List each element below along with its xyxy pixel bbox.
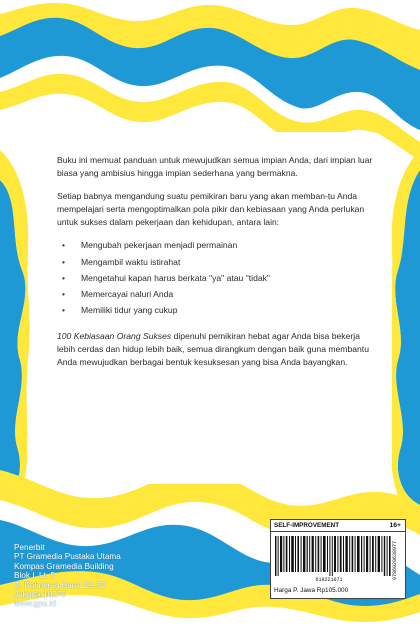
publisher-line: Jakarta 10270: [14, 590, 66, 600]
publisher-line: Blok I, Lt. 5: [14, 571, 55, 581]
divider: [271, 531, 405, 532]
list-item: • Memiliki tidur yang cukup: [57, 304, 377, 317]
list-item: • Memercayai naluri Anda: [57, 288, 377, 301]
publisher-line: Penerbit: [14, 543, 45, 552]
barcode-icon: [275, 536, 391, 576]
list-item: • Mengambil waktu istirahat: [57, 256, 377, 269]
intro-paragraph-2: Setiap babnya mengandung suatu pemikiran baru yang akan memban-tu Anda mempelajari serta mengoptimalkan pola pikir dan kebiasaan yang Anda perlukan untuk sukses dalam pekerjaan dan kehidupan, antara lain:: [57, 191, 365, 228]
list-item: • Mengubah pekerjaan menjadi permainan: [57, 239, 377, 252]
age-rating: 16+: [389, 522, 401, 529]
blurb: [57, 154, 377, 379]
list-item: • Mengetahui kapan harus berkata "ya" atau "tidak": [57, 272, 377, 285]
publisher-line: Kompas Gramedia Building: [14, 561, 114, 571]
barcode-number: 619221071: [315, 577, 343, 583]
publisher-info: [14, 543, 164, 609]
book-title: 100 Kebiasaan Orang Sukses: [57, 330, 172, 341]
publisher-line: PT Gramedia Pustaka Utama: [14, 552, 121, 562]
closing-text: dipenuhi pemikiran hebat agar Anda bisa bekerja lebih cerdas dan hidup lebih baik, semua dirangkum dengan baik guna membantu Anda mewujudkan berbagai bentuk kesuksesan yang bisa Anda bayangkan.: [57, 330, 369, 368]
publisher-line: Jl. Palmerah Barat 29–37: [14, 580, 107, 590]
habit-list: [57, 239, 377, 316]
isbn-number: 9786020638977: [392, 540, 398, 580]
barcode-panel: [270, 519, 406, 599]
closing-paragraph: [57, 330, 377, 369]
bullet-icon: •: [62, 256, 66, 267]
intro-paragraph-1: Buku ini memuat panduan untuk mewujudkan semua impian Anda, dari impian luar biasa yang ambisius hingga impian sederhana yang bermakna.: [57, 155, 373, 179]
category-label: SELF-IMPROVEMENT: [274, 522, 340, 529]
bullet-icon: •: [62, 304, 66, 315]
bullet-icon: •: [62, 272, 66, 283]
publisher-website: www.gpu.id: [14, 599, 56, 609]
price-label: Harga P. Jawa Rp105.000: [274, 587, 349, 594]
bullet-icon: •: [62, 240, 66, 251]
bullet-icon: •: [62, 288, 66, 299]
